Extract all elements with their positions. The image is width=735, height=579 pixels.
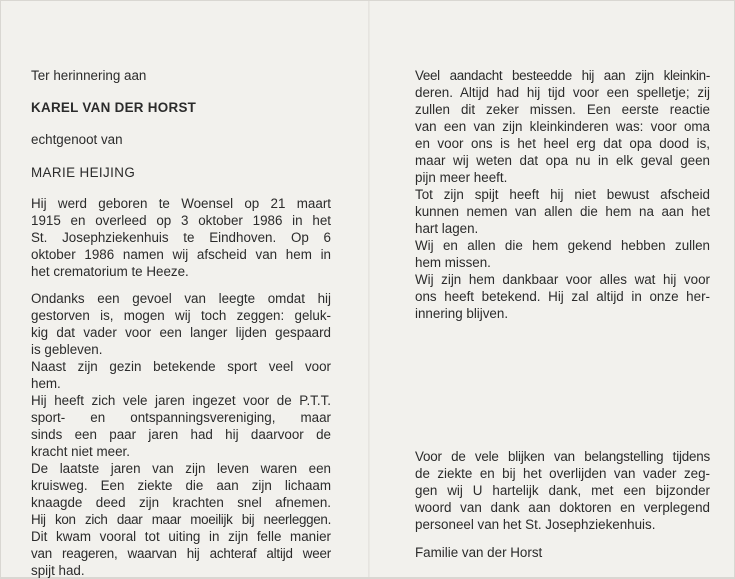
grandchildren-paragraph <box>415 67 710 322</box>
text-line: pijn meer heeft. <box>415 170 508 185</box>
text-line: gen wij U hartelijk dank, met een bijzonder <box>415 483 710 498</box>
text-line: innering blijven. <box>415 306 509 321</box>
text-line: Wij en allen die hem gekend hebben zullen <box>415 238 710 253</box>
text-line: kig dat vader voor een langer lijden gespaard <box>31 325 331 340</box>
text-line: Hij kon zich daar maar moeilijk bij neerleggen. <box>31 512 331 527</box>
text-line: oktober 1986 namen wij afscheid van hem in <box>31 247 331 262</box>
card-fold <box>368 1 370 577</box>
text-line: zullen dit zeker missen. Een eerste reactie <box>415 102 710 117</box>
text-line: maar wij weten dat opa nu in elk geval geen <box>415 153 710 168</box>
text-line: St. Josephziekenhuis te Eindhoven. Op 6 <box>31 230 331 245</box>
text-line: sport- en ontspanningsvereniging, maar <box>31 410 331 425</box>
text-line: ons heeft betekend. Hij zal altijd in onze her- <box>415 289 710 304</box>
text-line: hem. <box>31 376 61 391</box>
deceased-name: KAREL VAN DER HORST <box>31 100 197 115</box>
text-line: Dit kwam vooral tot uiting in zijn felle manier <box>31 529 331 544</box>
text-line: Hij heeft zich vele jaren ingezet voor de P.T.T. <box>31 393 331 408</box>
relation-line: echtgenoot van <box>31 132 123 147</box>
text-line: van een van zijn kleinkinderen was: voor oma <box>415 119 710 134</box>
memorial-card <box>1 1 734 577</box>
text-line: Veel aandacht besteedde hij aan zijn kleinkin- <box>415 68 710 83</box>
thanks-paragraph <box>415 448 710 533</box>
text-line: van reageren, waarvan hij achteraf altijd weer <box>31 546 331 561</box>
text-line: personeel van het St. Josephziekenhuis. <box>415 517 656 532</box>
text-line: 1915 en overleed op 3 oktober 1986 in het <box>31 213 331 228</box>
text-line: woord van dank aan doktoren en verplegend <box>415 500 710 515</box>
text-line: Voor de vele blijken van belangstelling tijdens <box>415 449 710 464</box>
story-paragraph <box>31 290 331 579</box>
bio-paragraph <box>31 195 331 280</box>
text-line: hart lagen. <box>415 221 479 236</box>
text-line: is gebleven. <box>31 342 103 357</box>
text-line: kunnen nemen van allen die hem na aan het <box>415 204 710 219</box>
text-line: en voor ons is het heel erg dat opa dood is, <box>415 136 710 151</box>
text-line: knaagde deed zijn krachten snel afnemen. <box>31 495 331 510</box>
family-signature: Familie van der Horst <box>415 545 543 560</box>
text-line: kruisweg. Een ziekte die aan zijn lichaam <box>31 478 331 493</box>
text-line: De laatste jaren van zijn leven waren een <box>31 461 331 476</box>
text-line: kracht niet meer. <box>31 444 130 459</box>
text-line: de ziekte en bij het overlijden van vader zeg- <box>415 466 710 481</box>
text-line: Naast zijn gezin betekende sport veel voor <box>31 359 331 374</box>
text-line: gestorven is, mogen wij toch zeggen: geluk- <box>31 308 331 323</box>
text-line: hem missen. <box>415 255 491 270</box>
spouse-name: MARIE HEIJING <box>31 165 136 180</box>
text-line: Hij werd geboren te Woensel op 21 maart <box>31 196 331 211</box>
text-line: sinds een paar jaren had hij daarvoor de <box>31 427 331 442</box>
text-line: Ondanks een gevoel van leegte omdat hij <box>31 291 331 306</box>
text-line: spijt had. <box>31 563 85 578</box>
text-line: Tot zijn spijt heeft hij niet bewust afscheid <box>415 187 710 202</box>
text-line: Wij zijn hem dankbaar voor alles wat hij voor <box>415 272 710 287</box>
text-line: deren. Altijd had hij tijd voor een spelletje; zij <box>415 85 710 100</box>
text-line: het crematorium te Heeze. <box>31 264 189 279</box>
intro-line: Ter herinnering aan <box>31 68 147 83</box>
